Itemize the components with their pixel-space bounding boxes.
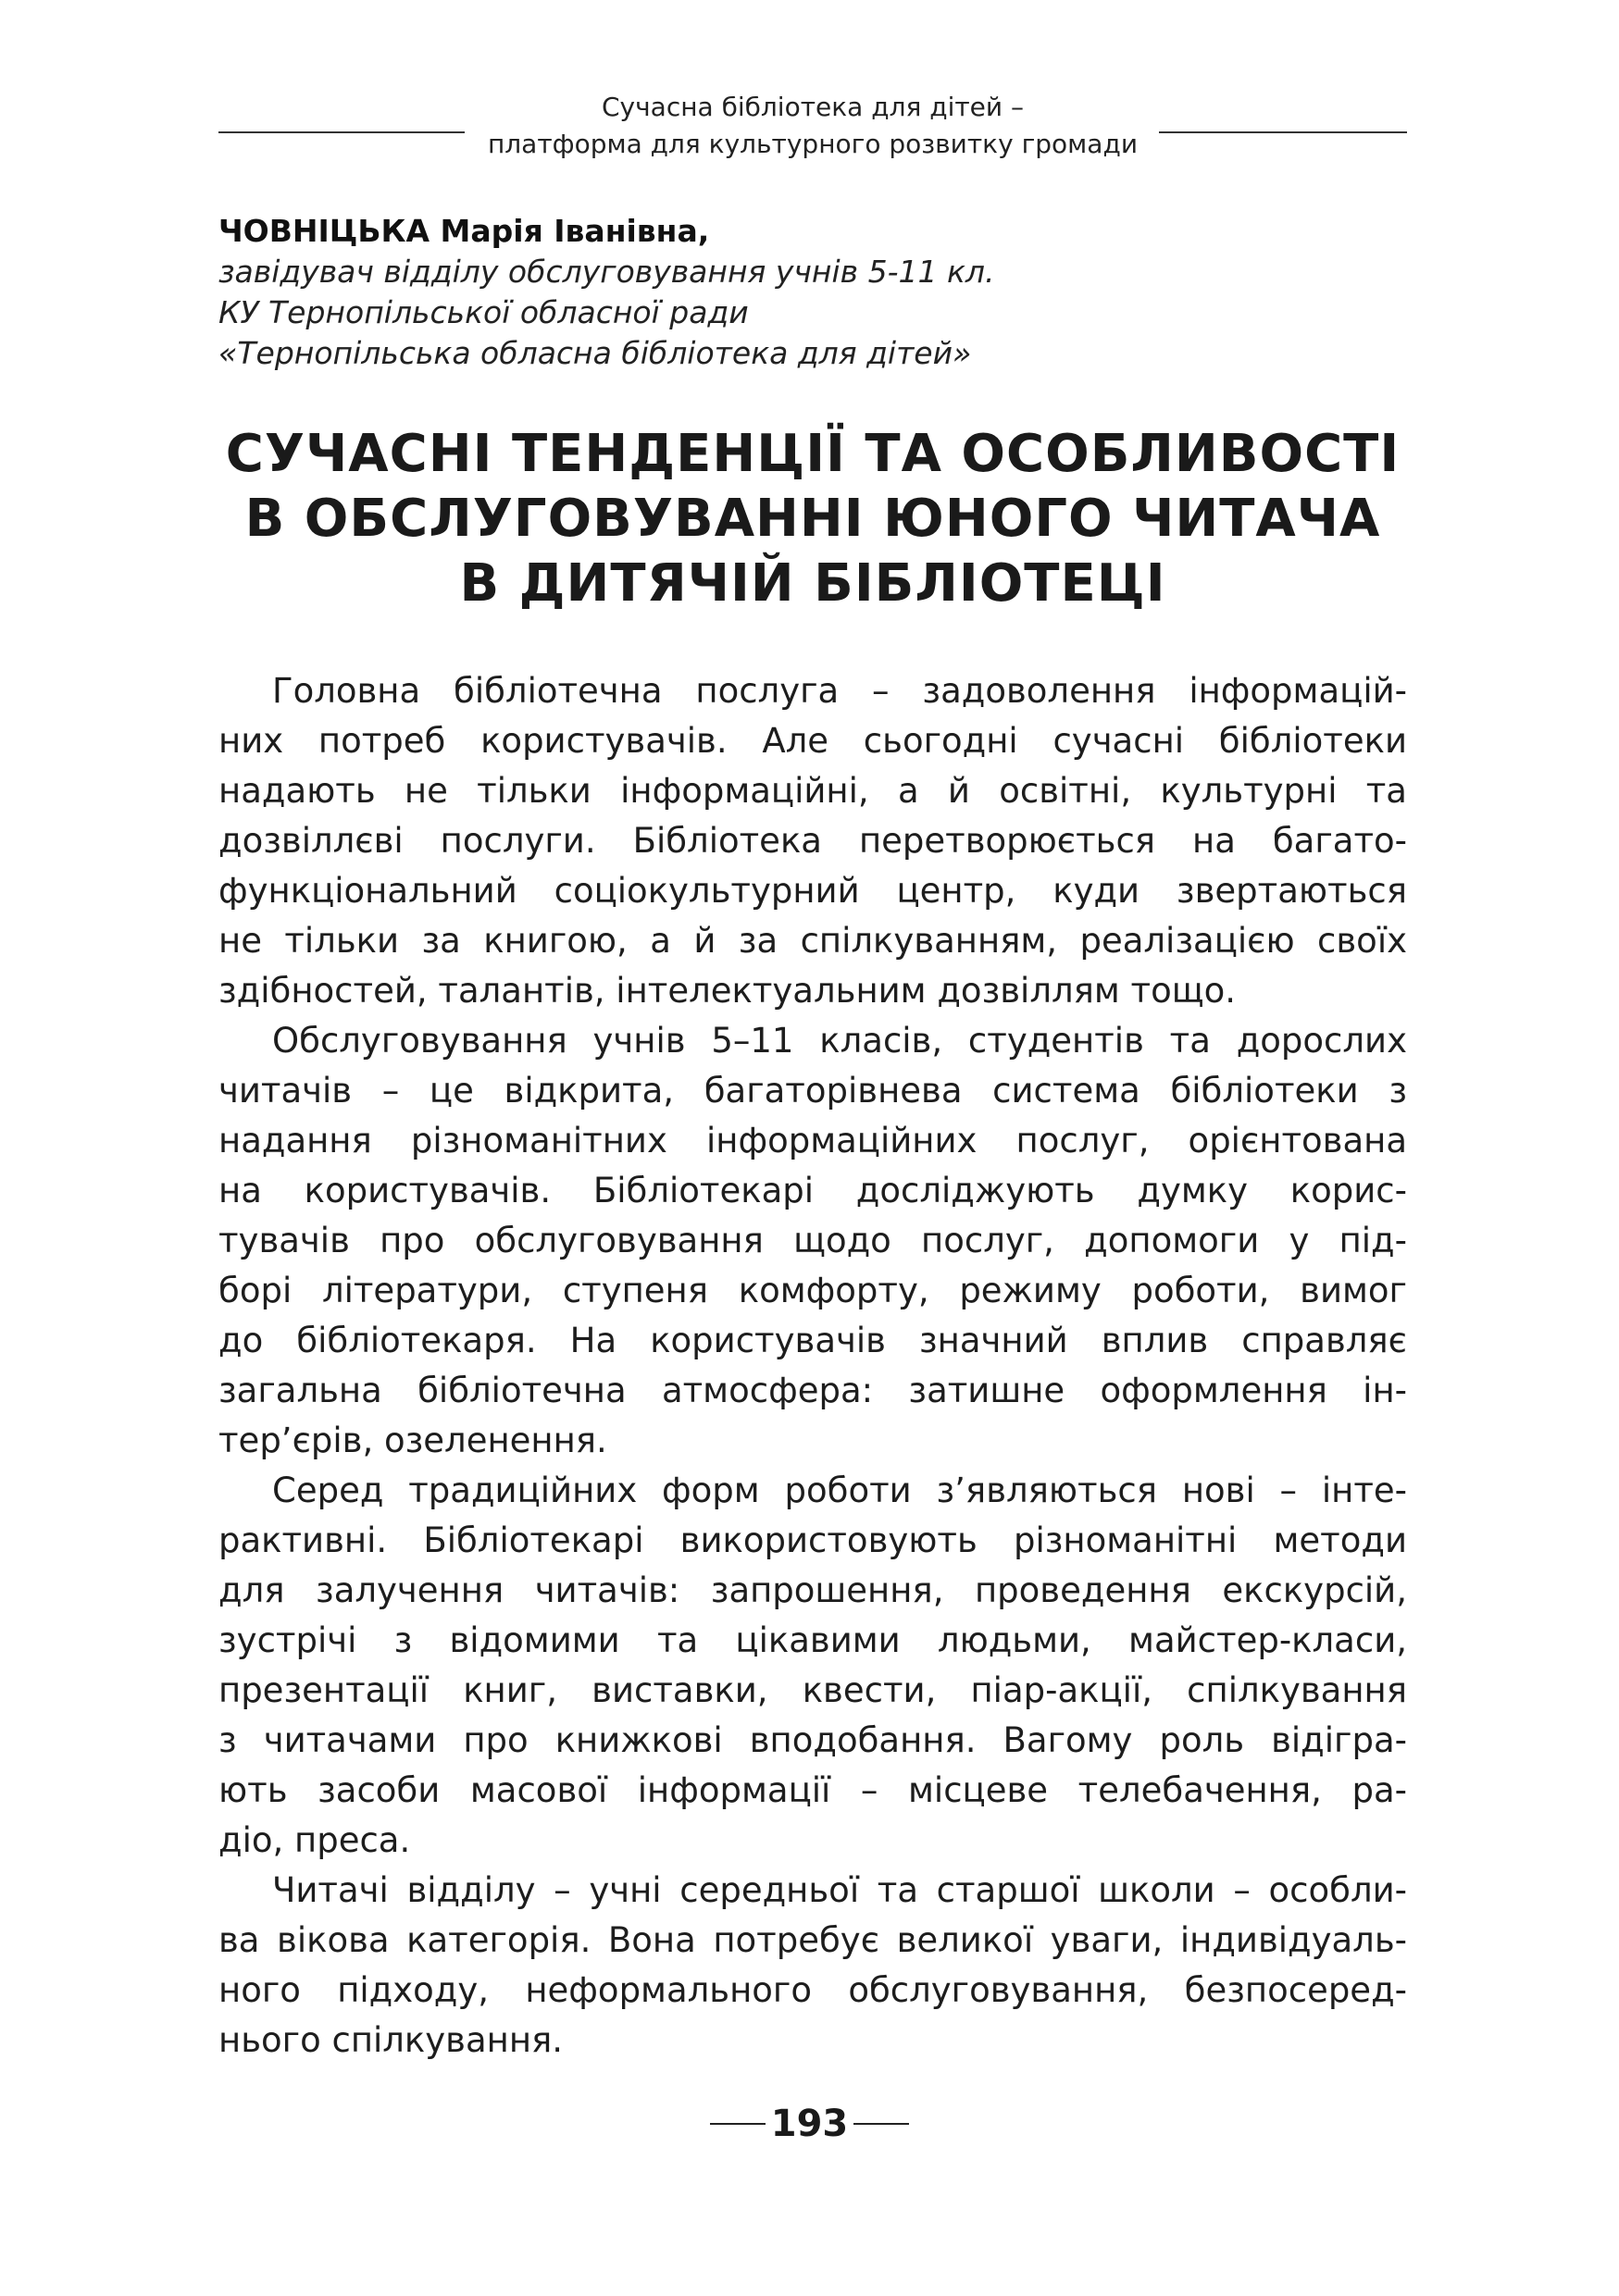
text-line: Читачі відділу – учні середньої та старшої школи – особли- [272,1870,1407,1910]
header-rule-right [1159,131,1407,133]
text-line: функціональний соціокультурний центр, куди звертаються [218,871,1407,911]
text-line: рактивні. Бібліотекарі використовують різноманітні методи [218,1520,1407,1560]
author-block [218,211,1407,374]
article-body [218,666,1407,2066]
text-line: ного підходу, неформального обслуговування, безпосеред- [218,1970,1407,2010]
page-number-footer [0,2090,1619,2147]
text-line: читачів – це відкрита, багаторівнева система бібліотеки з [218,1071,1407,1111]
paragraph-1 [218,666,1407,1016]
author-position: завідувач відділу обслуговування учнів 5-11 кл. [218,254,995,290]
paragraph-4 [218,1866,1407,2066]
author-institution: КУ Тернопільської обласної ради [218,294,749,330]
text-line: них потреб користувачів. Але сьогодні сучасні бібліотеки [218,721,1407,761]
page-number-dash-left [710,2123,766,2125]
text-line: не тільки за книгою, а й за спілкуванням, реалізацією своїх [218,921,1407,961]
text-line: тер’єрів, озеленення. [218,1421,607,1460]
text-line: борі літератури, ступеня комфорту, режиму роботи, вимог [218,1271,1407,1310]
title-line: СУЧАСНІ ТЕНДЕНЦІЇ ТА ОСОБЛИВОСТІ [225,424,1401,484]
text-line: з читачами про книжкові вподобання. Вагому роль відігра- [218,1720,1407,1760]
article-title [218,422,1407,616]
text-line: діо, преса. [218,1820,411,1860]
text-line: загальна бібліотечна атмосфера: затишне оформлення ін- [218,1371,1407,1410]
text-line: презентації книг, виставки, квести, піар-акції, спілкування [218,1670,1407,1710]
title-line: В ОБСЛУГОВУВАННІ ЮНОГО ЧИТАЧА [244,489,1381,549]
text-line: здібностей, талантів, інтелектуальним дозвіллям тощо. [218,971,1236,1011]
text-line: нього спілкування. [218,2020,564,2060]
header-rule-left [218,131,465,133]
text-line: надання різноманітних інформаційних послуг, орієнтована [218,1121,1407,1160]
author-library: «Тернопільська обласна бібліотека для дітей» [218,335,972,371]
text-line: Головна бібліотечна послуга – задоволення інформацій- [272,671,1407,711]
author-name: ЧОВНІЦЬКА Марія Іванівна, [218,213,710,249]
text-line: до бібліотекаря. На користувачів значний вплив справляє [218,1321,1407,1360]
text-line: Серед традиційних форм роботи з’являються нові – інте- [272,1471,1407,1510]
paragraph-2 [218,1016,1407,1466]
title-line: В ДИТЯЧІЙ БІБЛІОТЕЦІ [459,553,1166,614]
text-line: на користувачів. Бібліотекарі досліджують думку корис- [218,1171,1407,1210]
text-line: ють засоби масової інформації – місцеве телебачення, ра- [218,1770,1407,1810]
running-header-line-2: платформа для культурного розвитку громади [487,129,1139,159]
text-line: надають не тільки інформаційні, а й освітні, культурні та [218,771,1407,811]
text-line: зустрічі з відомими та цікавими людьми, майстер-класи, [218,1620,1407,1660]
text-line: для залучення читачів: запрошення, проведення екскурсій, [218,1570,1407,1610]
paragraph-3 [218,1466,1407,1866]
text-line: Обслуговування учнів 5–11 класів, студентів та дорослих [272,1021,1407,1061]
running-header [218,89,1407,163]
page-number-dash-right [853,2123,909,2125]
page-number: 193 [770,2103,849,2145]
text-line: дозвіллєві послуги. Бібліотека перетворюється на багато- [218,821,1407,861]
text-line: ва вікова категорія. Вона потребує великої уваги, індивідуаль- [218,1920,1407,1960]
text-line: тувачів про обслуговування щодо послуг, допомоги у під- [218,1221,1407,1260]
running-header-line-1: Сучасна бібліотека для дітей – [602,92,1024,122]
